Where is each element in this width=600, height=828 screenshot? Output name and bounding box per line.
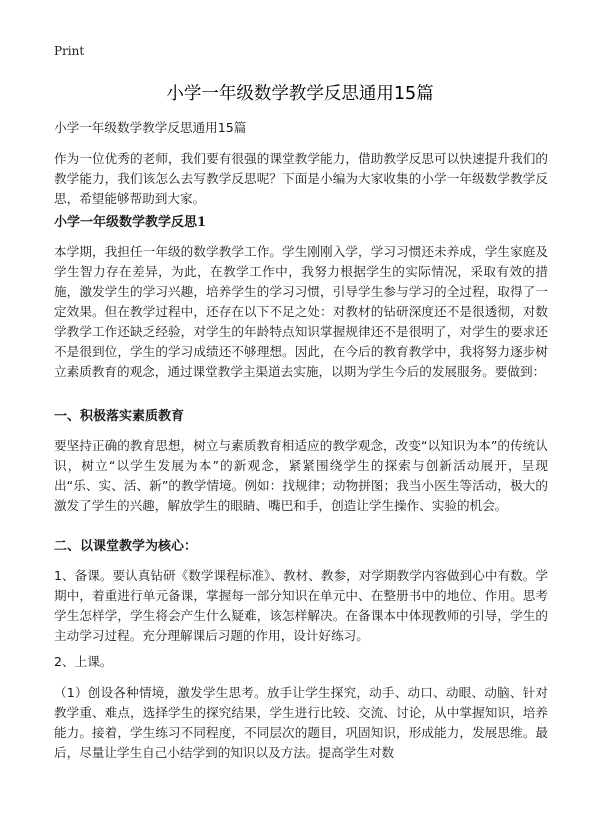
lesson-prep-paragraph: 1、备课。要认真钻研《数学课程标准》、教材、教参，对学期教学内容做到心中有数。学期中，着重进行单元备课，掌握每一部分知识在单元中、在整册书中的地位、作用。思考学生怎样学，学生将会产生什么疑难，该怎样解决。在备课本中体现教师的引导，学生的主动学习过程。充分理解课后习题的作用，设计好练习。	[54, 568, 548, 643]
intro-paragraph: 作为一位优秀的老师，我们要有很强的课堂教学能力，借助教学反思可以快速提升我们的教学能力，我们该怎么去写教学反思呢？下面是小编为大家收集的小学一年级数学教学反思，希望能够帮助到大家。	[54, 151, 548, 206]
teaching-label: 2、上课。	[54, 654, 113, 669]
reflection-1-paragraph: 本学期，我担任一年级的数学教学工作。学生刚刚入学，学习习惯还未养成，学生家庭及学生智力存在差异，为此，在教学工作中，我努力根据学生的实际情况，采取有效的措施，激发学生的学习兴趣，培养学生的学习习惯，引导学生参与学习的全过程，取得了一定效果。但在教学过程中，还存在以下不足之处：对教材的钻研深度还不是很透彻，对数学教学工作还缺乏经验，对学生的年龄特点知识掌握规律还不是很明了，对学生的要求还不是很到位，学生的学习成绩还不够理想。因此，在今后的教育教学中，我将努力逐步树立素质教育的观念，通过课堂教学主渠道去实施，以期为学生今后的发展服务。要做到：	[54, 244, 548, 379]
page-title: 小学一年级数学教学反思通用15篇	[166, 84, 434, 104]
quality-education-paragraph: 要坚持正确的教育思想，树立与素质教育相适应的教学观念，改变“以知识为本”的传统认识，树立“以学生发展为本”的新观念，紧紧围绕学生的探索与创新活动展开，呈现出“乐、实、活、新”的教学情境。例如：找规律；动物拼图；我当小医生等活动，极大的激发了学生的兴趣，解放学生的眼睛、嘴巴和手，创造让学生操作、实验的机会。	[54, 438, 548, 513]
heading-classroom-core: 二、以课堂教学为核心：	[54, 539, 198, 554]
heading-quality-education: 一、积极落实素质教育	[54, 409, 185, 424]
print-link[interactable]: Print	[54, 44, 85, 58]
section-heading-reflection-1: 小学一年级数学教学反思1	[54, 215, 207, 230]
document-subtitle: 小学一年级数学教学反思通用15篇	[54, 120, 247, 135]
teaching-paragraph: （1）创设各种情境，激发学生思考。放手让学生探究，动手、动口、动眼、动脑、针对教学重、难点，选择学生的探究结果，学生进行比较、交流、讨论，从中掌握知识，培养能力。接着，学生练习不同程度，不同层次的题目，巩固知识，形成能力，发展思维。最后，尽量让学生自己小结学到的知识以及方法。提高学生对数	[54, 685, 548, 760]
